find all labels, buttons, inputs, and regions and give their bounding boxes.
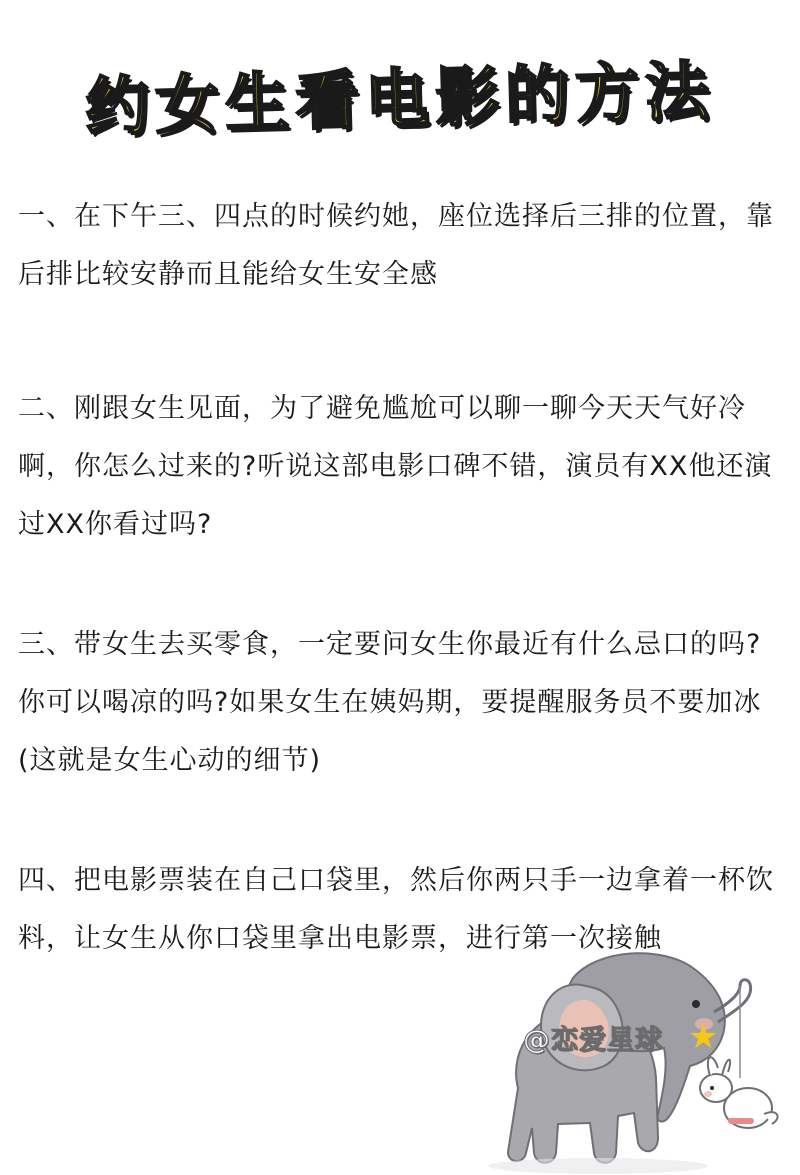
star-icon: ★	[688, 1017, 719, 1057]
page-title: 约女生看电影的方法	[84, 54, 717, 146]
tip-2: 二、刚跟女生见面，为了避免尴尬可以聊一聊今天天气好冷啊，你怎么过来的?听说这部电影口碑不错，演员有XX他还演过XX你看过吗?	[18, 393, 773, 540]
tips-list	[18, 188, 788, 1030]
tip-1: 一、在下午三、四点的时候约她，座位选择后三排的位置，靠后排比较安静而且能给女生安全感	[18, 201, 774, 290]
tip-3: 三、带女生去买零食，一定要问女生你最近有什么忌口的吗?你可以喝凉的吗?如果女生在姨妈期，要提醒服务员不要加冰(这就是女生心动的细节)	[18, 629, 762, 776]
tip-4: 四、把电影票装在自己口袋里，然后你两只手一边拿着一杯饮料，让女生从你口袋里拿出电影票，进行第一次接触	[18, 865, 774, 954]
watermark: @恋爱星球	[523, 1025, 663, 1056]
